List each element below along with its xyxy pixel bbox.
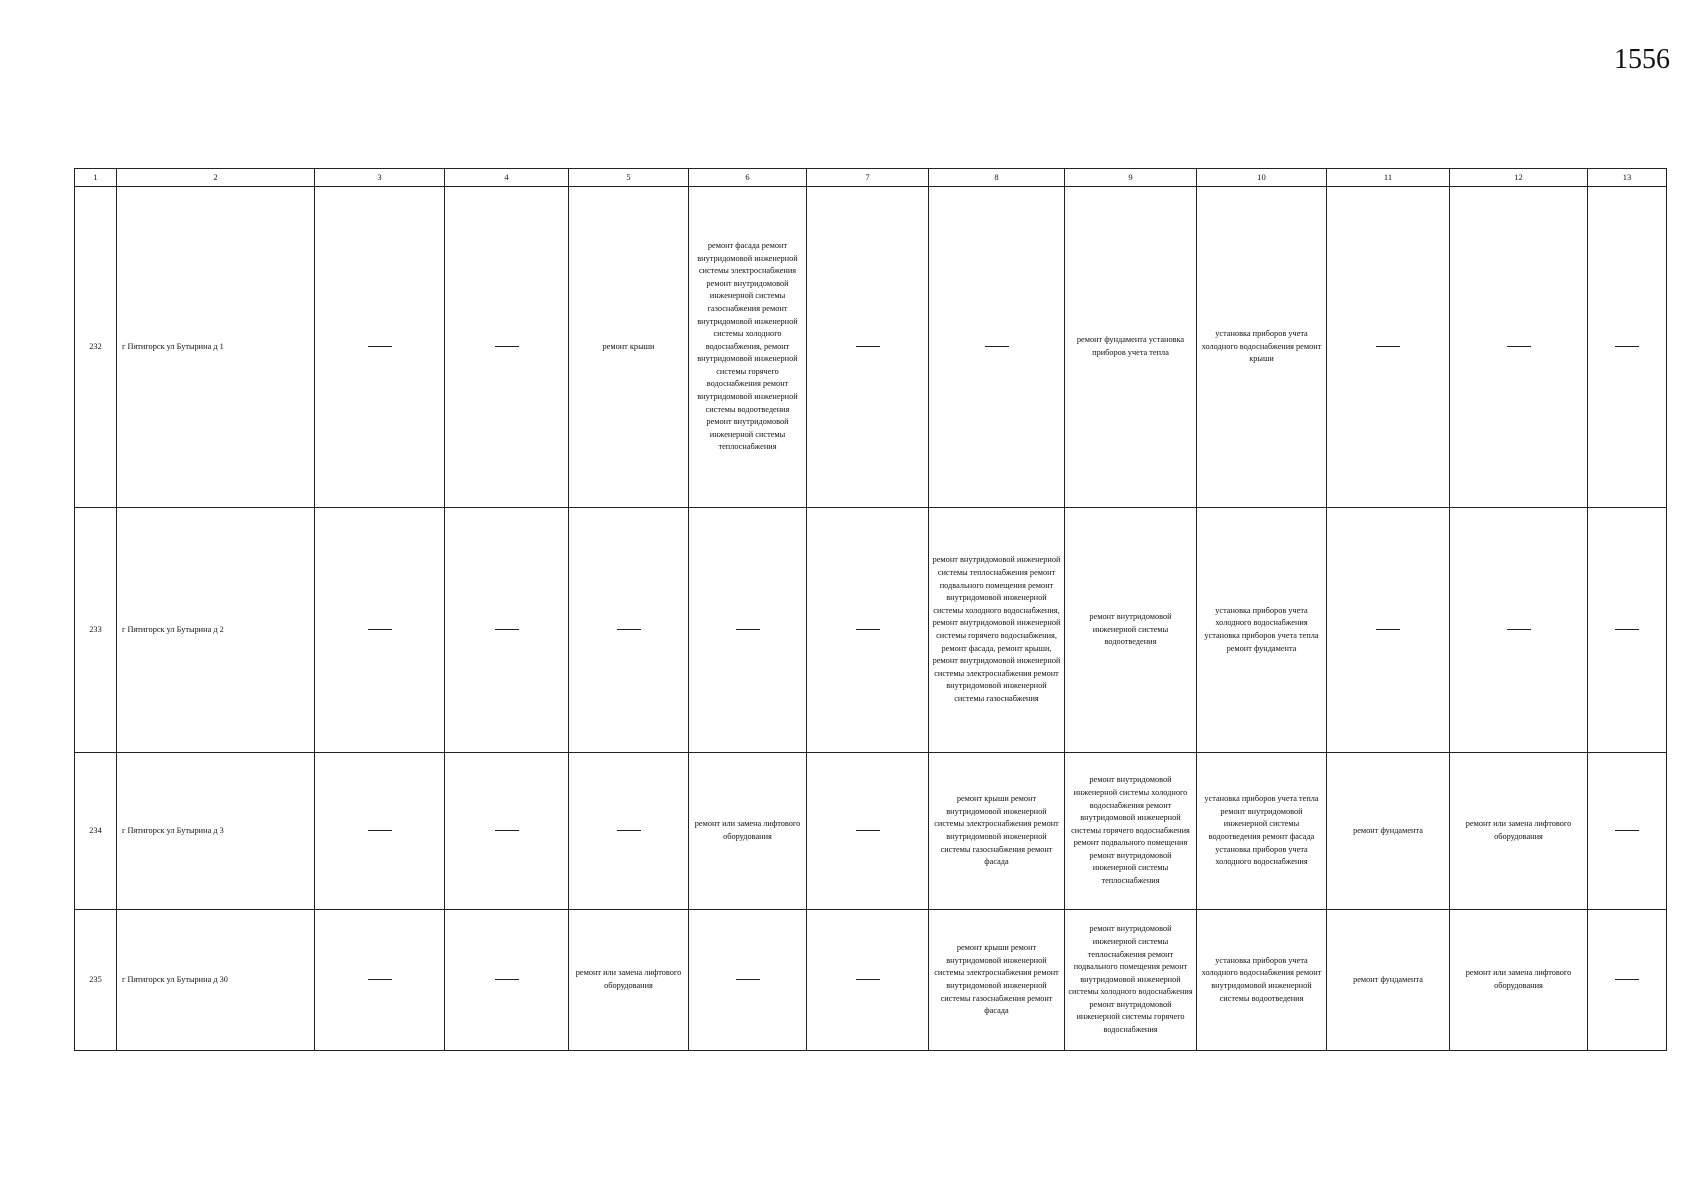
column-header-1: 1	[75, 169, 117, 187]
column-header-6: 6	[689, 169, 807, 187]
row-number	[75, 508, 117, 753]
work-cell-col-6	[689, 187, 807, 508]
dash-mark	[617, 629, 641, 630]
cell-text: ремонт фундамента установка приборов учета тепла	[1076, 335, 1185, 357]
dash-mark	[1507, 629, 1531, 630]
work-cell-col-5	[569, 508, 689, 753]
work-cell-col-7	[807, 508, 929, 753]
work-cell-col-10	[1197, 753, 1327, 910]
work-cell-col-9	[1065, 753, 1197, 910]
cell-text: г Пятигорск ул Бутырина д 30	[122, 974, 228, 984]
work-cell-col-9	[1065, 187, 1197, 508]
work-cell-col-13	[1588, 508, 1667, 753]
row-number	[75, 187, 117, 508]
column-header-4: 4	[445, 169, 569, 187]
table-body	[75, 187, 1667, 1051]
work-cell-col-8	[929, 753, 1065, 910]
address-cell	[117, 910, 315, 1051]
work-cell-col-6	[689, 910, 807, 1051]
work-cell-col-3	[315, 753, 445, 910]
work-cell-col-12	[1450, 910, 1588, 1051]
work-cell-col-8	[929, 508, 1065, 753]
dash-mark	[856, 979, 880, 980]
work-cell-col-6	[689, 753, 807, 910]
cell-text: ремонт крыши ремонт внутридомовой инженерной системы электроснабжения ремонт внутридомовой инженерной системы газоснабжения ремонт фасада	[934, 943, 1059, 1016]
row-number	[75, 910, 117, 1051]
cell-text: установка приборов учета холодного водоснабжения установка приборов учета тепла ремонт фундамента	[1204, 605, 1319, 653]
dash-mark	[495, 346, 519, 347]
page-number: 1556	[1614, 44, 1670, 75]
table-row	[75, 753, 1667, 910]
table-row	[75, 910, 1667, 1051]
work-cell-col-12	[1450, 187, 1588, 508]
cell-text: ремонт внутридомовой инженерной системы холодного водоснабжения ремонт внутридомовой инженерной системы горячего водоснабжения ремонт подвального помещения ремонт внутридомовой инженерной системы теплоснабжения	[1071, 775, 1190, 886]
cell-text: ремонт фундамента	[1353, 825, 1423, 835]
work-cell-col-13	[1588, 753, 1667, 910]
cell-text: ремонт внутридомовой инженерной системы теплоснабжения ремонт подвального помещения ремонт внутридомовой инженерной системы холодного водоснабжения, ремонт внутридомовой инженерной системы горячего водоснабжения, ремонт фасада, ремонт крыши, ремонт внутридомовой инженерной системы электроснабжения ремонт внутридомовой инженерной системы газоснабжения	[932, 555, 1061, 703]
cell-text: г Пятигорск ул Бутырина д 3	[122, 825, 224, 835]
work-cell-col-11	[1327, 508, 1450, 753]
work-cell-col-5	[569, 910, 689, 1051]
dash-mark	[495, 830, 519, 831]
work-cell-col-3	[315, 508, 445, 753]
column-header-7: 7	[807, 169, 929, 187]
cell-text: ремонт фундамента	[1353, 974, 1423, 984]
cell-text: ремонт крыши	[602, 341, 655, 351]
cell-text: 234	[89, 825, 102, 835]
dash-mark	[856, 830, 880, 831]
cell-text: установка приборов учета холодного водоснабжения ремонт крыши	[1201, 329, 1322, 364]
dash-mark	[368, 346, 392, 347]
cell-text: ремонт крыши ремонт внутридомовой инженерной системы электроснабжения ремонт внутридомовой инженерной системы газоснабжения ремонт фасада	[934, 794, 1059, 867]
column-header-11: 11	[1327, 169, 1450, 187]
cell-text: г Пятигорск ул Бутырина д 1	[122, 341, 224, 351]
work-cell-col-10	[1197, 910, 1327, 1051]
cell-text: г Пятигорск ул Бутырина д 2	[122, 624, 224, 634]
work-cell-col-4	[445, 753, 569, 910]
repair-schedule-table	[74, 168, 1667, 1051]
work-cell-col-9	[1065, 910, 1197, 1051]
work-cell-col-5	[569, 753, 689, 910]
work-cell-col-13	[1588, 910, 1667, 1051]
table-row	[75, 187, 1667, 508]
column-header-10: 10	[1197, 169, 1327, 187]
dash-mark	[368, 629, 392, 630]
column-header-3: 3	[315, 169, 445, 187]
cell-text: 232	[89, 341, 102, 351]
work-cell-col-11	[1327, 910, 1450, 1051]
dash-mark	[985, 346, 1009, 347]
column-header-5: 5	[569, 169, 689, 187]
work-cell-col-7	[807, 910, 929, 1051]
cell-text: ремонт фасада ремонт внутридомовой инженерной системы электроснабжения ремонт внутридомовой инженерной системы газоснабжения ремонт внутридомовой инженерной системы холодного водоснабжения, ремонт внутридомовой инженерной системы горячего водоснабжения ремонт внутридомовой инженерной системы водоотведения ремонт внутридомовой инженерной системы теплоснабжения	[697, 240, 798, 452]
work-cell-col-10	[1197, 508, 1327, 753]
work-cell-col-8	[929, 187, 1065, 508]
dash-mark	[617, 830, 641, 831]
dash-mark	[1615, 979, 1639, 980]
work-cell-col-7	[807, 187, 929, 508]
work-cell-col-4	[445, 910, 569, 1051]
column-number-row	[75, 169, 1667, 187]
cell-text: установка приборов учета холодного водоснабжения ремонт внутридомовой инженерной системы водоотведения	[1201, 955, 1322, 1003]
dash-mark	[736, 629, 760, 630]
cell-text: ремонт или замена лифтового оборудования	[1465, 968, 1572, 990]
column-header-2: 2	[117, 169, 315, 187]
cell-text: ремонт или замена лифтового оборудования	[694, 819, 801, 841]
work-cell-col-7	[807, 753, 929, 910]
column-header-13: 13	[1588, 169, 1667, 187]
dash-mark	[495, 979, 519, 980]
work-cell-col-11	[1327, 753, 1450, 910]
work-cell-col-5	[569, 187, 689, 508]
work-cell-col-3	[315, 187, 445, 508]
address-cell	[117, 508, 315, 753]
dash-mark	[1507, 346, 1531, 347]
dash-mark	[736, 979, 760, 980]
dash-mark	[1615, 629, 1639, 630]
cell-text: 233	[89, 624, 102, 634]
work-cell-col-13	[1588, 187, 1667, 508]
dash-mark	[1376, 346, 1400, 347]
work-cell-col-6	[689, 508, 807, 753]
column-header-8: 8	[929, 169, 1065, 187]
work-cell-col-12	[1450, 753, 1588, 910]
dash-mark	[856, 346, 880, 347]
work-cell-col-3	[315, 910, 445, 1051]
dash-mark	[1615, 830, 1639, 831]
work-cell-col-12	[1450, 508, 1588, 753]
dash-mark	[368, 979, 392, 980]
work-cell-col-10	[1197, 187, 1327, 508]
column-header-9: 9	[1065, 169, 1197, 187]
work-cell-col-4	[445, 508, 569, 753]
cell-text: ремонт внутридомовой инженерной системы теплоснабжения ремонт подвального помещения ремонт внутридомовой инженерной системы холодного водоснабжения ремонт внутридомовой инженерной системы горячего водоснабжения	[1068, 924, 1193, 1035]
work-cell-col-11	[1327, 187, 1450, 508]
cell-text: установка приборов учета тепла ремонт внутридомовой инженерной системы водоотведения ремонт фасада установка приборов учета холодного водоснабжения	[1204, 794, 1319, 867]
dash-mark	[368, 830, 392, 831]
column-header-12: 12	[1450, 169, 1588, 187]
address-cell	[117, 187, 315, 508]
dash-mark	[1615, 346, 1639, 347]
cell-text: 235	[89, 974, 102, 984]
address-cell	[117, 753, 315, 910]
work-cell-col-4	[445, 187, 569, 508]
cell-text: ремонт внутридомовой инженерной системы водоотведения	[1089, 612, 1172, 647]
row-number	[75, 753, 117, 910]
dash-mark	[1376, 629, 1400, 630]
cell-text: ремонт или замена лифтового оборудования	[575, 968, 682, 990]
table-row	[75, 508, 1667, 753]
dash-mark	[495, 629, 519, 630]
cell-text: ремонт или замена лифтового оборудования	[1465, 819, 1572, 841]
dash-mark	[856, 629, 880, 630]
work-cell-col-9	[1065, 508, 1197, 753]
work-cell-col-8	[929, 910, 1065, 1051]
